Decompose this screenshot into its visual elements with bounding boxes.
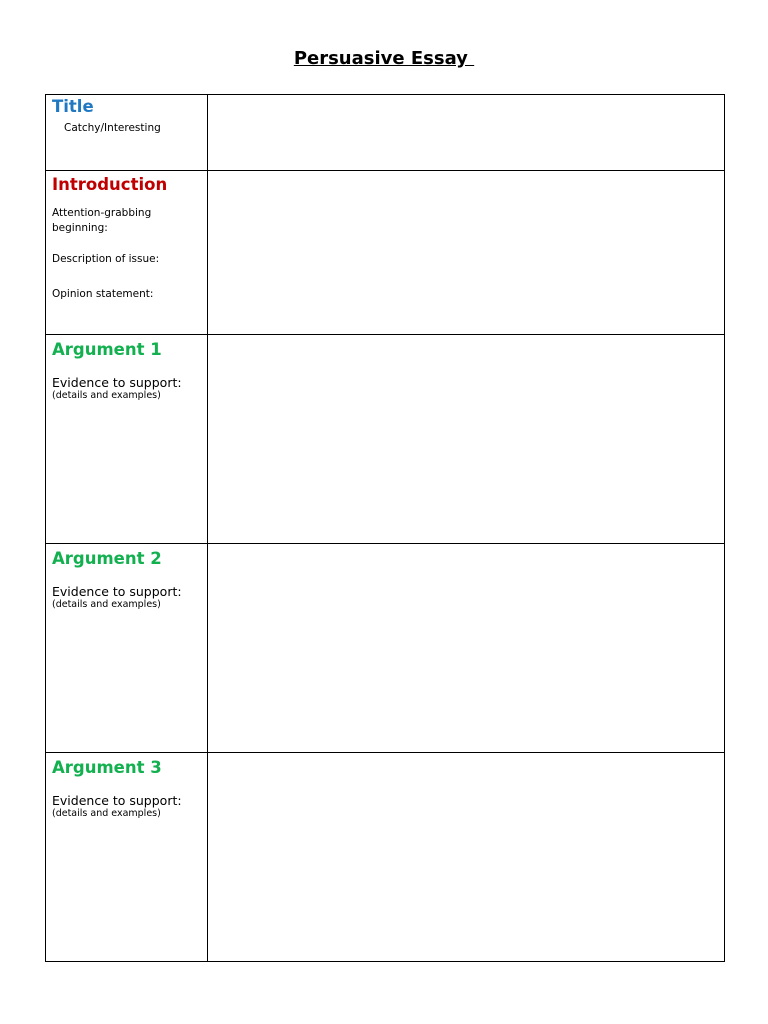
title-hint: Catchy/Interesting [64, 122, 161, 134]
title-label-cell [46, 95, 208, 171]
argument-3-evidence-note: (details and examples) [52, 808, 161, 819]
argument-row-1 [46, 335, 725, 544]
argument-1-heading: Argument 1 [52, 340, 162, 359]
introduction-label-cell [46, 171, 208, 335]
essay-organizer-table [45, 94, 725, 962]
argument-3-evidence-label: Evidence to support: [52, 793, 182, 808]
intro-prompt-description: Description of issue: [52, 253, 160, 265]
argument-2-evidence-note: (details and examples) [52, 599, 161, 610]
intro-prompt-opinion: Opinion statement: [52, 288, 154, 300]
argument-1-evidence-label: Evidence to support: [52, 375, 182, 390]
argument-3-label-cell [46, 753, 208, 962]
title-heading: Title [52, 97, 94, 116]
intro-prompt-attention: Attention-grabbing beginning: [52, 207, 152, 234]
argument-2-heading: Argument 2 [52, 549, 162, 568]
argument-row-3 [46, 753, 725, 962]
introduction-row [46, 171, 725, 335]
introduction-write-area[interactable] [208, 171, 725, 335]
argument-2-evidence-label: Evidence to support: [52, 584, 182, 599]
argument-1-evidence-note: (details and examples) [52, 390, 161, 401]
argument-row-2 [46, 544, 725, 753]
argument-3-write-area[interactable] [208, 753, 725, 962]
title-write-area[interactable] [208, 95, 725, 171]
argument-3-heading: Argument 3 [52, 758, 162, 777]
page-title: Persuasive Essay [293, 48, 475, 69]
argument-1-label-cell [46, 335, 208, 544]
argument-2-write-area[interactable] [208, 544, 725, 753]
argument-2-label-cell [46, 544, 208, 753]
argument-1-write-area[interactable] [208, 335, 725, 544]
introduction-heading: Introduction [52, 175, 168, 194]
title-row [46, 95, 725, 171]
